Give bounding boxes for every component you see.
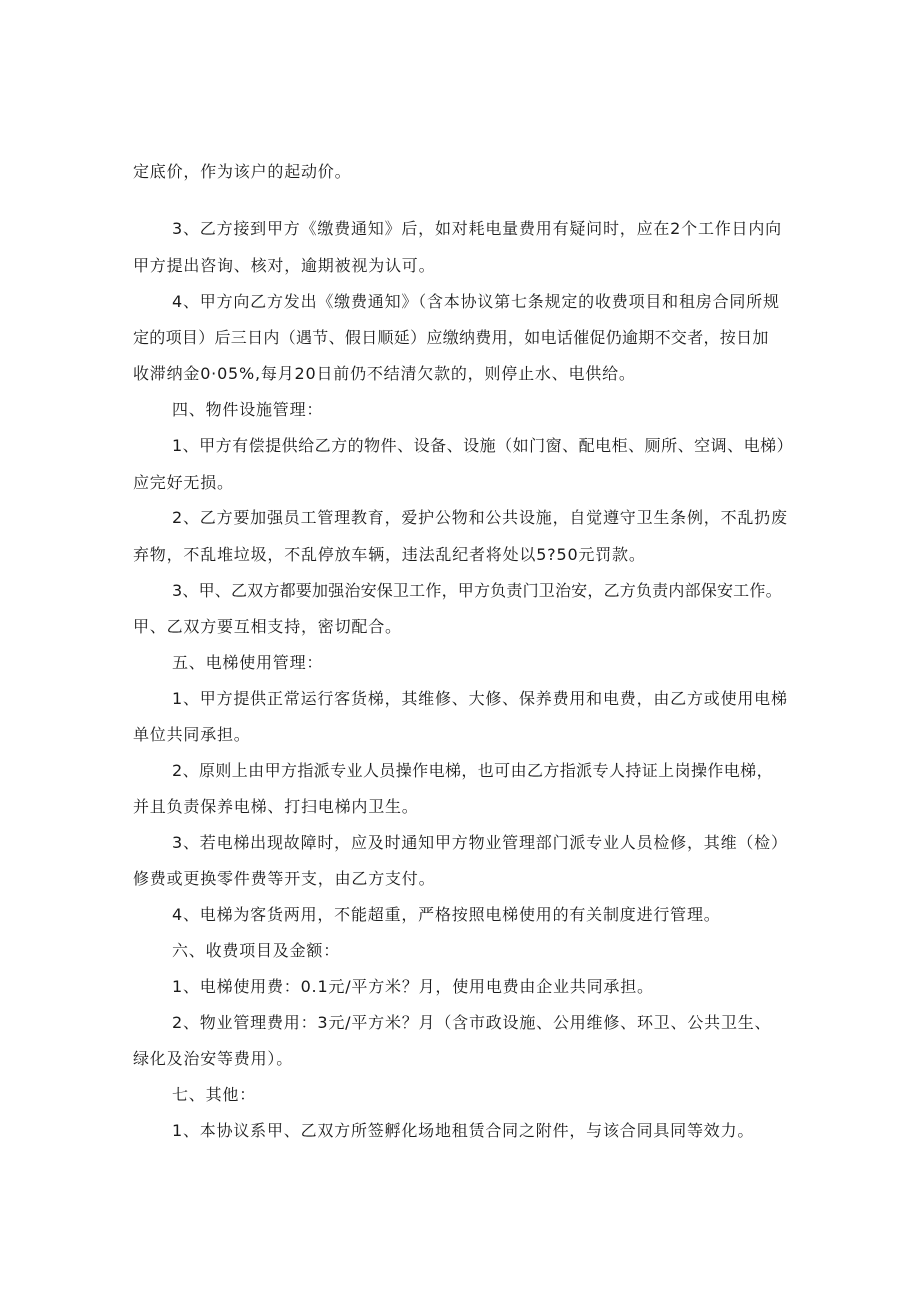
text-line: 3、乙方接到甲方《缴费通知》后，如对耗电量费用有疑问时，应在2个工作日内向 (172, 219, 782, 238)
section-heading: 七、其他： (172, 1085, 257, 1104)
section-heading: 六、收费项目及金额： (172, 941, 341, 960)
text-line: 1、本协议系甲、乙双方所签孵化场地租赁合同之附件，与该合同具同等效力。 (172, 1121, 755, 1140)
text-line: 1、甲方有偿提供给乙方的物件、设备、设施（如门窗、配电柜、厕所、空调、电梯） (172, 436, 794, 455)
text-line: 1、甲方提供正常运行客货梯，其维修、大修、保养费用和电费，由乙方或使用电梯 (172, 689, 788, 708)
text-line: 3、甲、乙双方都要加强治安保卫工作，甲方负责门卫治安，乙方负责内部保安工作。 (172, 581, 782, 600)
text-line: 1、电梯使用费：0.1元/平方米？月，使用电费由企业共同承担。 (172, 977, 654, 996)
text-line: 弃物，不乱堆垃圾，不乱停放车辆，违法乱纪者将处以5?50元罚款。 (133, 545, 646, 564)
text-line: 4、电梯为客货两用，不能超重，严格按照电梯使用的有关制度进行管理。 (172, 905, 721, 924)
text-line: 4、甲方向乙方发出《缴费通知》（含本协议第七条规定的收费项目和租房合同所规 (172, 292, 780, 311)
text-line: 定的项目）后三日内（遇节、假日顺延）应缴纳费用，如电话催促仍逾期不交者，按日加 (133, 328, 769, 347)
text-line: 单位共同承担。 (133, 725, 251, 744)
text-line: 甲、乙双方要互相支持，密切配合。 (133, 617, 402, 636)
section-heading: 五、电梯使用管理： (172, 653, 324, 672)
text-line: 2、物业管理费用：3元/平方米？月（含市政设施、公用维修、环卫、公共卫生、 (172, 1013, 772, 1032)
text-line: 3、若电梯出现故障时，应及时通知甲方物业管理部门派专业人员检修，其维（检） (172, 833, 788, 852)
text-line: 绿化及治安等费用）。 (133, 1049, 294, 1068)
text-line: 修费或更换零件费等开支，由乙方支付。 (133, 869, 436, 888)
text-line: 甲方提出咨询、核对，逾期被视为认可。 (133, 256, 436, 275)
section-heading: 四、物件设施管理： (172, 400, 324, 419)
text-line: 并且负责保养电梯、打扫电梯内卫生。 (133, 797, 419, 816)
text-line: 收滞纳金0·05%,每月20日前仍不结清欠款的，则停止水、电供给。 (133, 364, 636, 383)
text-line: 定底价，作为该户的起动价。 (133, 162, 352, 181)
text-line: 2、原则上由甲方指派专业人员操作电梯，也可由乙方指派专人持证上岗操作电梯， (172, 761, 773, 780)
text-line: 应完好无损。 (133, 473, 234, 492)
text-line: 2、乙方要加强员工管理教育，爱护公物和公共设施，自觉遵守卫生条例，不乱扔废 (172, 508, 788, 527)
